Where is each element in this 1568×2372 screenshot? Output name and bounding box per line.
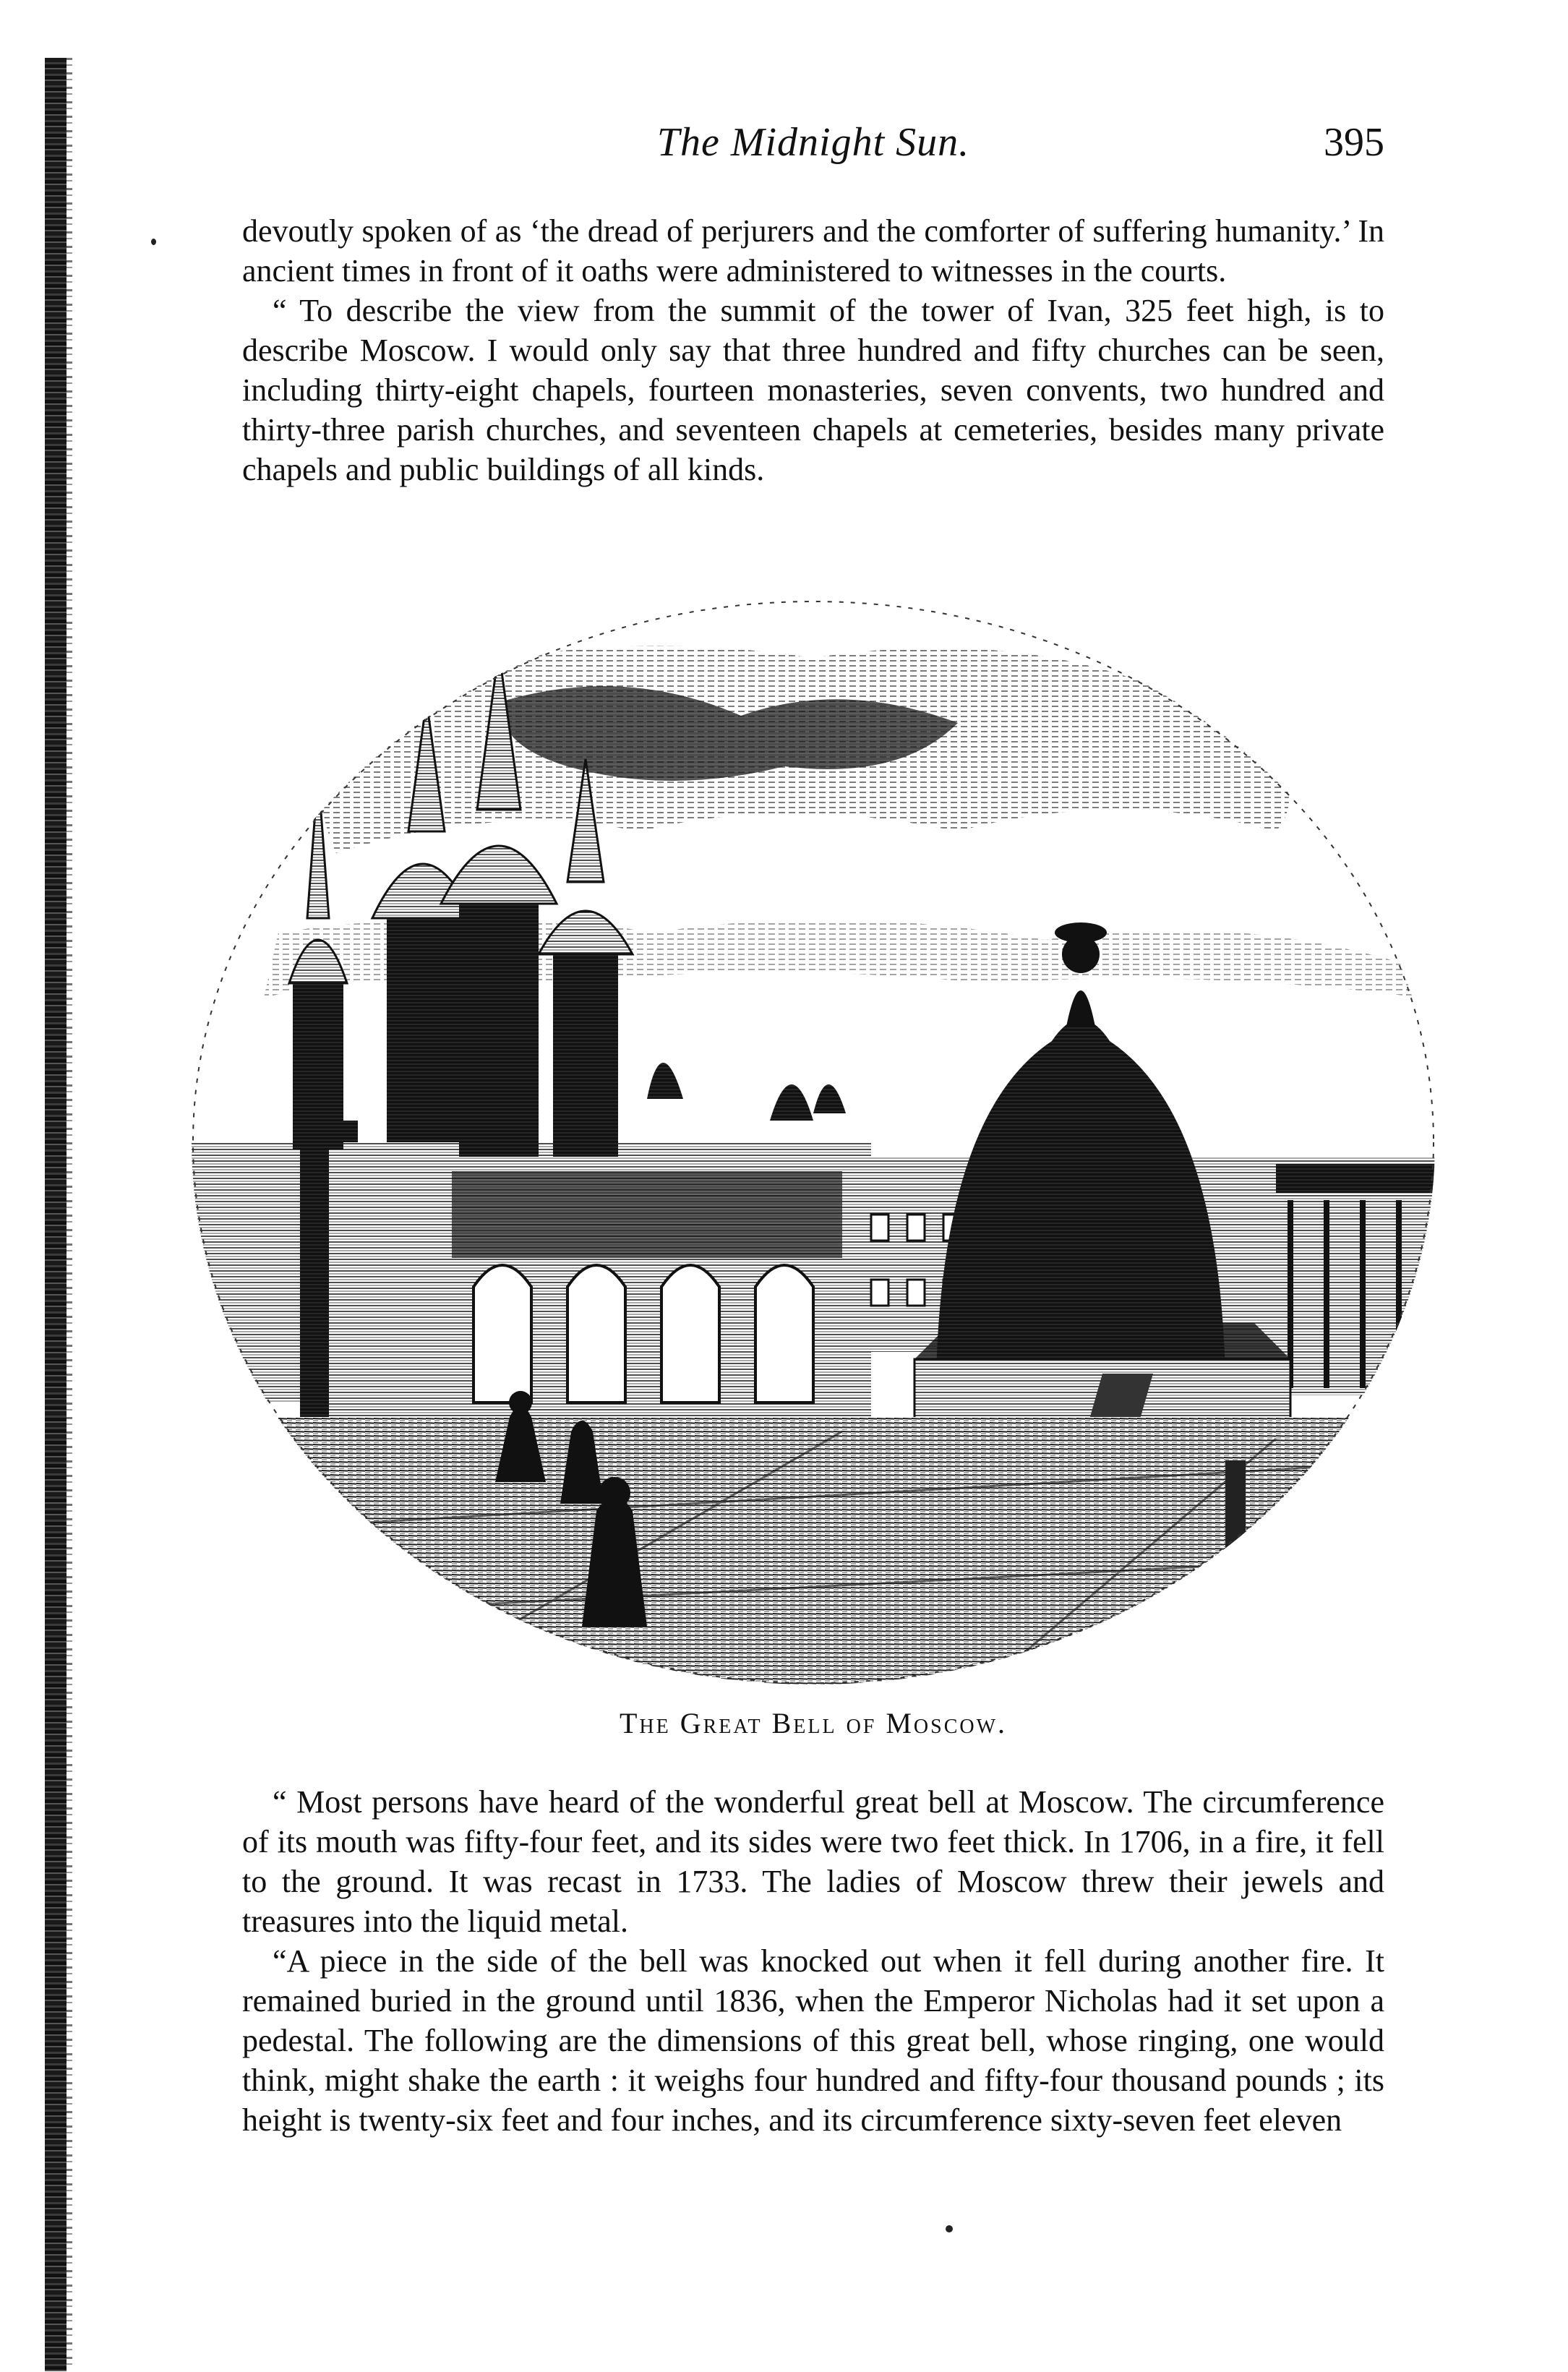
page-number: 395 bbox=[1324, 120, 1384, 165]
ink-speck bbox=[151, 239, 156, 245]
book-spine-edge bbox=[45, 58, 67, 2371]
running-title: The Midnight Sun. bbox=[656, 120, 970, 165]
top-text-block bbox=[242, 211, 1384, 489]
great-bell-engraving bbox=[192, 593, 1435, 1684]
illustration-caption: The Great Bell of Moscow. bbox=[619, 1707, 1008, 1739]
paragraph: “A piece in the side of the bell was knocked out when it fell during another fire. It remained buried in the ground until 1836, when the Emperor Nicholas had it set upon a pedestal. The following are the dimensions of this great bell, whose ringing, one would think, might shake the earth : it weighs four hundred and fifty-four thousand pounds ; its height is twenty-six feet and four inches, and its circumference sixty-seven feet eleven bbox=[242, 1943, 1384, 2138]
bottom-text-block bbox=[242, 1782, 1384, 2140]
paragraph: “ Most persons have heard of the wonderful great bell at Moscow. The circumference of its mouth was fifty-four feet, and its sides were two feet thick. In 1706, in a fire, it fell to the ground. It was recast in 1733. The ladies of Moscow threw their jewels and treasures into the liquid metal. bbox=[242, 1784, 1384, 1939]
paragraph: devoutly spoken of as ‘the dread of perjurers and the comforter of suffering humanity.’ In ancient times in front of it oaths were administered to witnesses in the courts. bbox=[242, 213, 1384, 288]
paragraph: “ To describe the view from the summit of the tower of Ivan, 325 feet high, is to describe Moscow. I would only say that three hundred and fifty churches can be seen, including thirty-eight chapels, fourteen monasteries, seven convents, two hundred and thirty-three parish churches, and seventeen chapels at cemeteries, besides many private chapels and public buildings of all kinds. bbox=[242, 293, 1384, 487]
ink-speck bbox=[946, 2225, 953, 2232]
page-header bbox=[242, 119, 1384, 177]
